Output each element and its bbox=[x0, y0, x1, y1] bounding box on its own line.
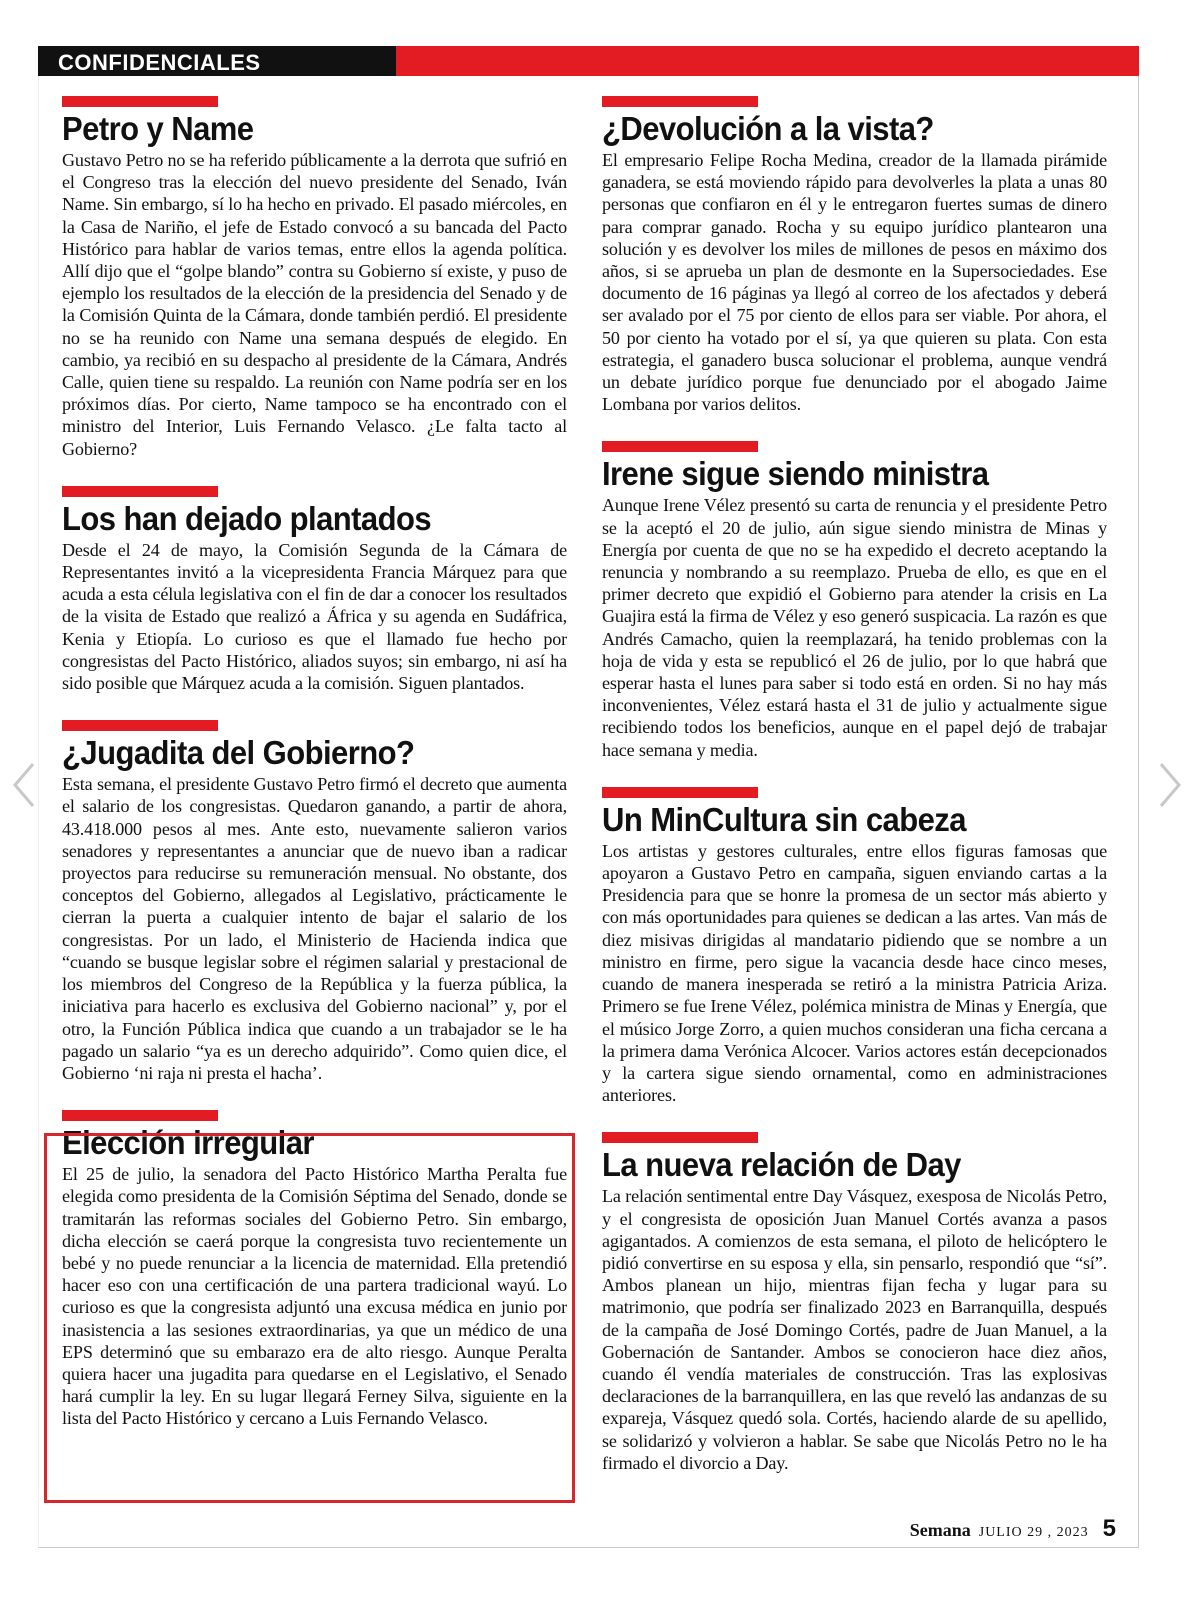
article-plantados bbox=[62, 486, 567, 694]
issue-date: JULIO 29 , 2023 bbox=[978, 1525, 1089, 1540]
section-header-label-bg bbox=[38, 46, 396, 76]
article-headline: Los han dejado plantados bbox=[62, 499, 432, 537]
next-page-button[interactable] bbox=[1150, 760, 1190, 810]
article-red-bar bbox=[62, 1110, 218, 1121]
article-red-bar bbox=[602, 787, 758, 798]
article-headline: La nueva relación de Day bbox=[602, 1146, 961, 1184]
article-red-bar bbox=[62, 486, 218, 497]
article-headline: ¿Devolución a la vista? bbox=[602, 110, 934, 147]
article-body: La relación sentimental entre Day Vásquez, exesposa de Nicolás Petro, y el congresista de oposición Juan Manuel Cortés avanza a pasos agigantados. A comienzos de esta semana, el piloto de helicóptero le pidió convertirse en su esposa y ella, sin pensarlo, respondió que “sí”. Ambos planean un hijo, mientras fijan fecha y lugar para su matrimonio, que podría ser finalizado 2023 en Barranquilla, después de la campaña de José Domingo Cortés, padre de Juan Manuel, a la Gobernación de Santander. Ambos se conocieron hace diez años, cuando él vendía materiales de construcción. Tras las explosivas declaraciones de la barranquillera, en las que reveló las andanzas de su expareja, Vásquez quedó sola. Cortés, haciendo alarde de su apellido, se solidarizó y volvieron a hablar. Se sabe que Nicolás Petro no le ha firmado el divorcio a Day. bbox=[602, 1186, 1107, 1473]
magazine-name: Semana bbox=[909, 1520, 971, 1540]
section-title: CONFIDENCIALES bbox=[58, 50, 261, 75]
page-footer bbox=[910, 1515, 1116, 1543]
article-red-bar bbox=[602, 96, 758, 107]
article-red-bar bbox=[62, 96, 218, 107]
chevron-left-icon bbox=[11, 761, 37, 809]
article-body: Esta semana, el presidente Gustavo Petro firmó el decreto que aumenta el salario de los congresistas. Quedaron ganando, a partir de ahora, 43.418.000 pesos al mes. Ante esto, nuevamente salieron varios senadores y representantes a anunciar que de nuevo iban a radicar proyectos para reducirse su remuneración mensual. No obstante, dos conceptos del Gobierno, allegados al Legislativo, prácticamente le cierran la puerta a cualquier intento de bajar el salario de los congresistas. Por un lado, el Ministerio de Hacienda indica que “cuando se busque legislar sobre el régimen salarial y prestacional de los miembros del Congreso de la República y la fuerza pública, la iniciativa para hacerlo es exclusiva del Gobierno nacional” y, por el otro, la Función Pública indica que cuando a un trabajador se le ha pagado un salario “ya es un derecho adquirido”. Como quien dice, el Gobierno ‘ni raja ni presta el hacha’. bbox=[62, 774, 567, 1083]
article-jugadita bbox=[62, 720, 567, 1084]
article-body: El 25 de julio, la senadora del Pacto Histórico Martha Peralta fue elegida como presidenta de la Comisión Séptima del Senado, donde se tramitarán las reformas sociales del Gobierno Petro. Sin embargo, dicha elección se caerá porque la congresista tuvo recientemente un bebé y no puede renunciar a la licencia de maternidad. Ella pretendió hacer eso con una certificación de una partera tradicional wayú. Lo curioso es que la congresista adjuntó una excusa médica en junio por inasistencia a las sesiones extraordinarias, ya que un médico de una EPS determinó que su embarazo era de alto riesgo. Aunque Peralta quiera hacer una jugadita para quedarse en el Legislativo, el Senado hará cumplir la ley. En su lugar llegará Ferney Silva, siguiente en la lista del Pacto Histórico y cercano a Luis Fernando Velasco. bbox=[62, 1164, 567, 1429]
article-day bbox=[602, 1132, 1107, 1474]
article-headline: Irene sigue siendo ministra bbox=[602, 455, 989, 493]
chevron-right-icon bbox=[1157, 761, 1183, 809]
article-petro-y-name bbox=[62, 96, 567, 460]
article-mincultura bbox=[602, 787, 1107, 1106]
article-body: El empresario Felipe Rocha Medina, creador de la llamada pirámide ganadera, se está moviendo rápido para devolverles la plata a unas 80 personas que confiaron en él y le entregaron fuertes sumas de dinero para comprar ganado. Rocha y su equipo jurídico plantearon una solución y es devolver los miles de millones de pesos en máximo dos años, si se aprueba un plan de desmonte en la Supersociedades. Ese documento de 16 páginas ya llegó al correo de los afectados y deberá ser avalado por el 75 por ciento de ellos para ser viable. Por ahora, el 50 por ciento ha votado por el sí, ya que quieren su plata. Con esta estrategia, el ganadero busca solucionar el problema, aunque vendrá un debate jurídico porque fue denunciado por el abogado Jaime Lombana por varios delitos. bbox=[602, 150, 1107, 415]
right-column bbox=[602, 96, 1107, 1500]
article-headline: Petro y Name bbox=[62, 110, 254, 147]
article-red-bar bbox=[602, 441, 758, 452]
prev-page-button[interactable] bbox=[4, 760, 44, 810]
article-devolucion bbox=[602, 96, 1107, 415]
article-headline: Elección irregular bbox=[62, 1124, 314, 1162]
article-body: Desde el 24 de mayo, la Comisión Segunda de la Cámara de Representantes invitó a la vicepresidenta Francia Márquez para que acuda a esta célula legislativa con el fin de dar a conocer los resultados de la visita de Estado que realizó a África y su agenda en Sudáfrica, Kenia y Etiopía. Lo curioso es que el llamado fue hecho por congresistas del Pacto Histórico, aliados suyos; sin embargo, ni así ha sido posible que Márquez acuda a la comisión. Siguen plantados. bbox=[62, 539, 567, 694]
article-red-bar bbox=[602, 1132, 758, 1143]
page-number: 5 bbox=[1102, 1515, 1116, 1542]
article-headline: ¿Jugadita del Gobierno? bbox=[62, 734, 415, 772]
highlight-selection-box bbox=[44, 1133, 575, 1503]
section-header-bar bbox=[38, 46, 1139, 76]
article-body: Aunque Irene Vélez presentó su carta de renuncia y el presidente Petro se la aceptó el 20 de julio, aún sigue siendo ministra de Minas y Energía por cuenta de que no se ha expedido el decreto aceptando la renuncia y nombrando a su reemplazo. Prueba de ello, es que en el primer decreto que expidió el Gobierno para atender la crisis en La Guajira está la firma de Vélez y eso generó suspicacia. La razón es que Andrés Camacho, quien la reemplazará, ha tenido problemas con la hoja de vida y esta se republicó el 26 de julio, por lo que habrá que esperar hasta el lunes para saber si todo está en orden. Si no hay más inconvenientes, Vélez estará hasta el 31 de julio y actualmente sigue recibiendo todos los beneficios, aunque en el papel dejó de trabajar hace semana y media. bbox=[602, 495, 1107, 760]
article-body: Gustavo Petro no se ha referido públicamente a la derrota que sufrió en el Congreso tras la elección del nuevo presidente del Senado, Iván Name. Sin embargo, sí lo ha hecho en privado. El pasado miércoles, en la Casa de Nariño, el jefe de Estado convocó a su bancada del Pacto Histórico para hablar de varios temas, entre ellos la agenda política. Allí dijo que el “golpe blando” contra su Gobierno sí existe, y puso de ejemplo los resultados de la elección de la presidencia del Senado y de la Comisión Quinta de la Cámara, donde también perdió. El presidente no se ha reunido con Name una semana después de elegido. En cambio, ya recibió en su despacho al presidente de la Cámara, Andrés Calle, quien tiene su respaldo. La reunión con Name podría ser en los próximos días. Por cierto, Name tampoco se ha encontrado con el ministro del Interior, Luis Fernando Velasco. ¿Le falta tacto al Gobierno? bbox=[62, 150, 567, 459]
article-irene bbox=[602, 441, 1107, 760]
article-red-bar bbox=[62, 720, 218, 731]
article-headline: Un MinCultura sin cabeza bbox=[602, 800, 966, 838]
article-body: Los artistas y gestores culturales, entre ellos figuras famosas que apoyaron a Gustavo Petro en campaña, siguen enviando cartas a la Presidencia para que se honre la promesa de un sector más abierto y con más oportunidades para quienes se dedican a las artes. Van más de diez misivas dirigidas al mandatario pidiendo que se nombre a un ministro en firme, pero sigue la vacancia desde hace cinco meses, cuando de manera inesperada se retiró a la ministra Patricia Ariza. Primero se fue Irene Vélez, polémica ministra de Minas y Energía, que el músico Jorge Zorro, a quien muchos consideran una ficha cercana a la primera dama Verónica Alcocer. Varios actores están decepcionados y la cartera sigue siendo ornamental, como en administraciones anteriores. bbox=[602, 840, 1107, 1106]
